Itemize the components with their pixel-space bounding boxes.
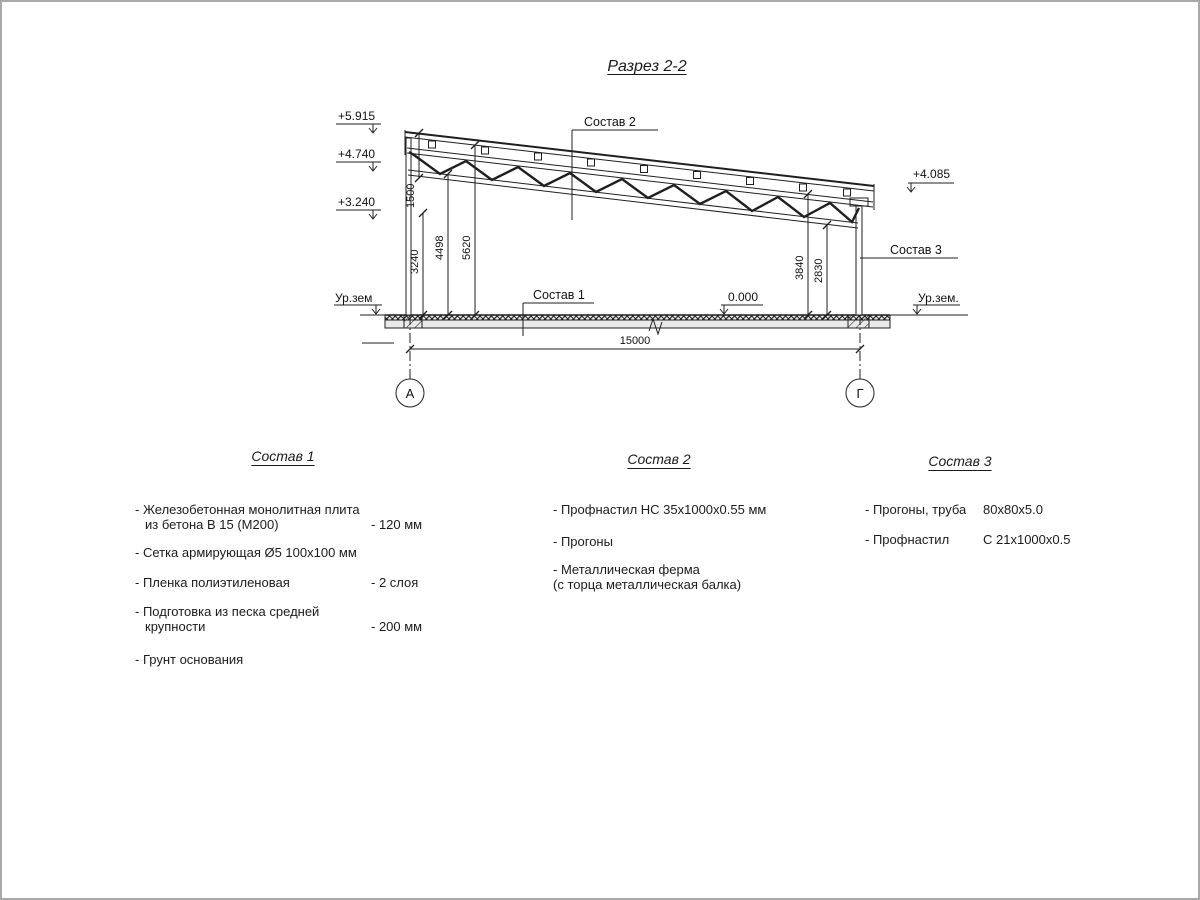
item-value: - 200 мм: [371, 619, 423, 634]
legend-title-1: Состав 1: [251, 448, 315, 464]
item-text: - Пленка полиэтиленовая: [135, 575, 290, 590]
legend-item: [865, 502, 1058, 517]
page-title: Разрез 2-2: [607, 58, 687, 75]
zero-level-mark: [720, 290, 763, 314]
dim-1500: 1500: [405, 183, 417, 208]
item-text: - Прогоны: [553, 534, 613, 549]
legend-item: [865, 532, 1071, 547]
item-text: из бетона В 15 (М200): [145, 517, 279, 532]
elevation-arrow: [913, 305, 921, 314]
item-text: - Железобетонная монолитная плита: [135, 502, 360, 517]
dim-2830: 2830: [813, 258, 825, 283]
elevation-arrow: [369, 162, 377, 171]
elevation-arrow: [720, 305, 728, 314]
item-text: - Прогоны, труба: [865, 502, 967, 517]
legend-item: [553, 534, 768, 549]
legend-title-3: Состав 3: [928, 453, 992, 469]
axis-label-a: А: [405, 386, 415, 401]
legend-item: [135, 575, 434, 590]
dim-4498: 4498: [434, 235, 446, 260]
legend-item: [553, 502, 768, 517]
item-text: - Сетка армирующая Ø5 100х100 мм: [135, 545, 357, 560]
item-value: - 120 мм: [371, 517, 423, 532]
item-text: крупности: [145, 619, 206, 634]
floor-slab: [385, 315, 890, 334]
ground-level-marks: [334, 291, 960, 314]
item-value: - 2 слоя: [371, 575, 419, 590]
elevation-zero: 0.000: [728, 290, 759, 304]
legend-title-2: Состав 2: [627, 451, 691, 467]
legend-column-1: [132, 449, 434, 667]
callout-sostav3: Состав 3: [890, 243, 942, 257]
legend-column-2: [550, 452, 768, 592]
item-text: - Грунт основания: [135, 652, 244, 667]
elevation-arrow: [907, 183, 915, 192]
elevation-arrow: [369, 210, 377, 219]
elevation-5915: +5.915: [338, 109, 376, 123]
section-drawing: [2, 2, 1200, 442]
item-text: - Металлическая ферма: [553, 562, 700, 577]
callout-sostav1: Состав 1: [533, 288, 585, 302]
elevation-arrow: [372, 305, 380, 314]
axis-label-g: Г: [856, 386, 864, 401]
ground-label-left: Ур.зем: [335, 291, 373, 305]
item-text: - Подготовка из песка средней: [135, 604, 320, 619]
item-text: - Профнастил: [865, 532, 950, 547]
span-dimension: [396, 315, 874, 407]
legend-item: [553, 562, 768, 592]
callout-sostav2: Состав 2: [584, 115, 636, 129]
dim-3840: 3840: [794, 255, 806, 280]
legend-item: [135, 545, 434, 560]
item-text: (с торца металлическая балка): [553, 577, 742, 592]
dim-5620: 5620: [461, 235, 473, 260]
ground-label-right: Ур.зем.: [918, 291, 959, 305]
legend-column-3: [862, 453, 1071, 547]
left-column: [406, 138, 411, 315]
elevation-mark-right: [907, 167, 954, 192]
item-text: - Профнастил НС 35х1000х0.55 мм: [553, 502, 767, 517]
truss-web: [409, 152, 859, 222]
legend-item: [135, 652, 434, 667]
legend-item: [135, 502, 434, 532]
elevation-4085: +4.085: [913, 167, 951, 181]
purlins: [429, 141, 851, 196]
elevation-3240: +3.240: [338, 195, 376, 209]
elevation-4740: +4.740: [338, 147, 376, 161]
legend-item: [135, 604, 434, 634]
dim-3240: 3240: [409, 249, 421, 274]
item-value: 80х80х5.0: [983, 502, 1043, 517]
elevation-marks-left: [336, 109, 381, 219]
dim-span: 15000: [619, 335, 651, 347]
item-value: С 21х1000х0.5: [983, 532, 1071, 547]
elevation-arrow: [369, 124, 377, 133]
right-column: [856, 206, 862, 315]
